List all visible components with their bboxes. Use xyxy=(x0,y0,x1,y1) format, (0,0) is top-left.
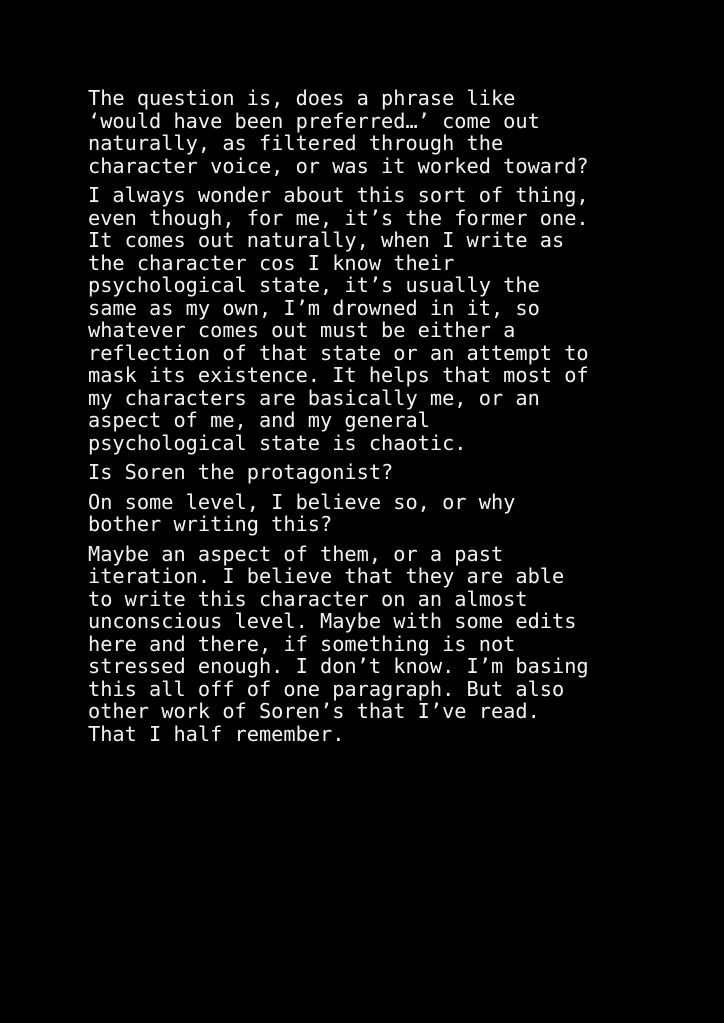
paragraph-question: The question is, does a phrase like ‘would have been preferred…’ come out naturally, as filtered through the character voice, or was it worked toward? xyxy=(88,86,589,178)
paragraph-conclusion: Maybe an aspect of them, or a past iteration. I believe that they are able to write this character on an almost unconscious level. Maybe with some edits here and there, if something is not stressed enough. I don’t know. I’m basing this all off of one paragraph. But also other work of Soren’s that I’ve read. That I half remember. xyxy=(88,541,589,746)
paragraph-answer: On some level, I believe so, or why bother writing this? xyxy=(88,489,516,536)
paragraph-protagonist-question: Is Soren the protagonist? xyxy=(88,460,394,484)
document-body xyxy=(88,87,718,752)
paragraph-reflection: I always wonder about this sort of thing, even though, for me, it’s the former one. It comes out naturally, when I write as the character cos I know their psychological state, it’s usually the same as my own, I’m drowned in it, so whatever comes out must be either a reflection of that state or an attempt to mask its existence. It helps that most of my characters are basically me, or an aspect of me, and my general psychological state is chaotic. xyxy=(88,183,589,455)
